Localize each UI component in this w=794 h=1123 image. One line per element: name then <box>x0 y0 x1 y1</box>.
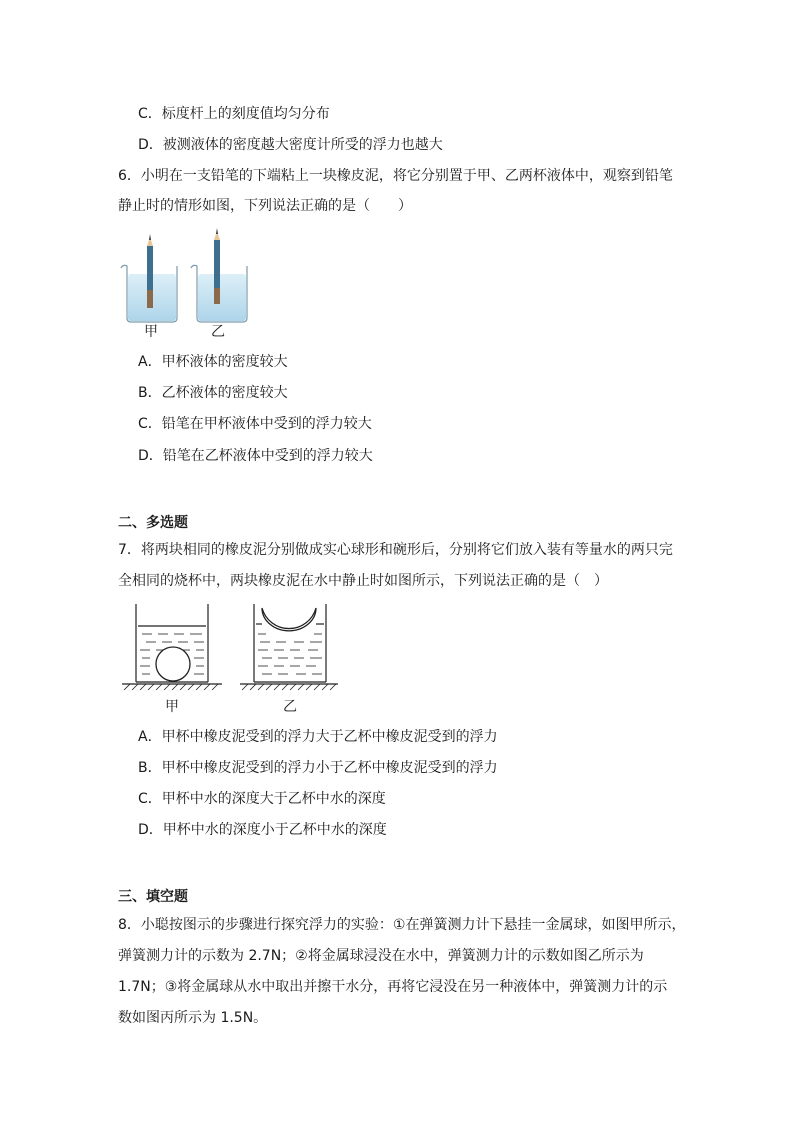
q8-line1: 8．小聪按图示的步骤进行探究浮力的实验：①在弹簧测力计下悬挂一金属球，如图甲所示， <box>118 917 686 933</box>
q6-option-c: C．铅笔在甲杯液体中受到的浮力较大 <box>138 416 372 432</box>
q5-option-c: C．标度杆上的刻度值均匀分布 <box>138 106 330 122</box>
q7-option-d: D．甲杯中水的深度小于乙杯中水的深度 <box>138 822 387 838</box>
section-title-fill-in: 三、填空题 <box>118 889 188 905</box>
q7-stem-line1: 7．将两块相同的橡皮泥分别做成实心球形和碗形后，分别将它们放入装有等量水的两只完 <box>118 542 673 558</box>
q6-stem-line2: 静止时的情形如图，下列说法正确的是（ ） <box>118 198 412 214</box>
q7-figure-label-jia: 甲 <box>165 699 179 715</box>
q7-option-a: A．甲杯中橡皮泥受到的浮力大于乙杯中橡皮泥受到的浮力 <box>138 729 498 745</box>
q6-stem-line1: 6．小明在一支铅笔的下端粘上一块橡皮泥，将它分别置于甲、乙两杯液体中，观察到铅笔 <box>118 168 673 184</box>
q7-option-b: B．甲杯中橡皮泥受到的浮力小于乙杯中橡皮泥受到的浮力 <box>138 760 498 776</box>
q7-figure-beakers <box>118 600 343 695</box>
q8-line3: 1.7N；③将金属球从水中取出并擦干水分，再将它浸没在另一种液体中，弹簧测力计的示 <box>118 979 668 995</box>
q5-option-d: D．被测液体的密度越大密度计所受的浮力也越大 <box>138 137 443 153</box>
q8-line2: 弹簧测力计的示数为 2.7N；②将金属球浸没在水中，弹簧测力计的示数如图乙所示为 <box>118 948 644 964</box>
beaker-yi <box>191 228 247 322</box>
beaker-jia <box>122 604 222 690</box>
q7-stem-line2: 全相同的烧杯中，两块橡皮泥在水中静止时如图所示，下列说法正确的是（ ） <box>118 573 608 589</box>
q6-figure-label-yi: 乙 <box>211 324 225 340</box>
q6-option-a: A．甲杯液体的密度较大 <box>138 354 288 370</box>
q6-option-b: B．乙杯液体的密度较大 <box>138 385 288 401</box>
q8-line4: 数如图丙所示为 1.5N。 <box>118 1010 268 1026</box>
q7-figure-label-yi: 乙 <box>283 699 297 715</box>
beaker-jia <box>121 234 177 322</box>
q7-option-c: C．甲杯中水的深度大于乙杯中水的深度 <box>138 791 386 807</box>
q6-figure-beakers <box>115 226 265 324</box>
q6-figure-label-jia: 甲 <box>144 324 158 340</box>
beaker-yi <box>240 604 338 690</box>
q6-option-d: D．铅笔在乙杯液体中受到的浮力较大 <box>138 448 373 464</box>
section-title-multiple-choice: 二、多选题 <box>118 515 188 531</box>
